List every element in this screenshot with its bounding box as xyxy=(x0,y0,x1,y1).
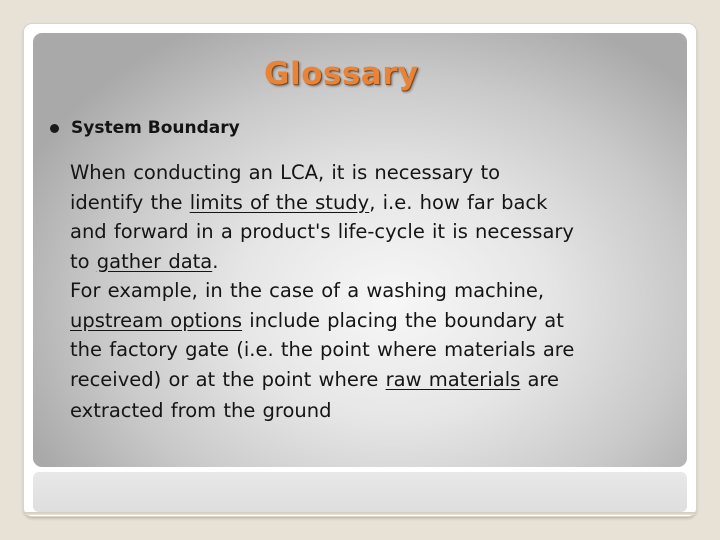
slide-title: Glossary xyxy=(264,56,419,92)
bullet-dot-icon xyxy=(50,124,59,133)
definition-text xyxy=(70,158,690,426)
text-line: upstream options include placing the boundary at xyxy=(70,308,564,332)
text-line: When conducting an LCA, it is necessary to xyxy=(70,161,501,184)
slide-bottom-edge xyxy=(24,512,696,515)
text-line: received) or at the point where raw materials are xyxy=(70,367,560,391)
text-line: identify the limits of the study, i.e. how far back xyxy=(70,190,548,214)
bullet-label: System Boundary xyxy=(71,118,240,138)
text-line: to gather data. xyxy=(70,249,219,273)
text-line: extracted from the ground xyxy=(70,399,332,422)
text-line: and forward in a product's life-cycle it is necessary xyxy=(70,220,574,243)
raw-materials-link[interactable]: raw materials xyxy=(385,367,521,391)
limits-of-study-link[interactable]: limits of the study xyxy=(189,190,370,214)
text-line: the factory gate (i.e. the point where materials are xyxy=(70,338,575,361)
gather-data-link[interactable]: gather data xyxy=(96,249,213,273)
upstream-options-link[interactable]: upstream options xyxy=(70,308,243,332)
slide-footer-band xyxy=(33,472,687,512)
text-line: For example, in the case of a washing machine, xyxy=(70,279,545,302)
bullet-item xyxy=(50,118,240,138)
